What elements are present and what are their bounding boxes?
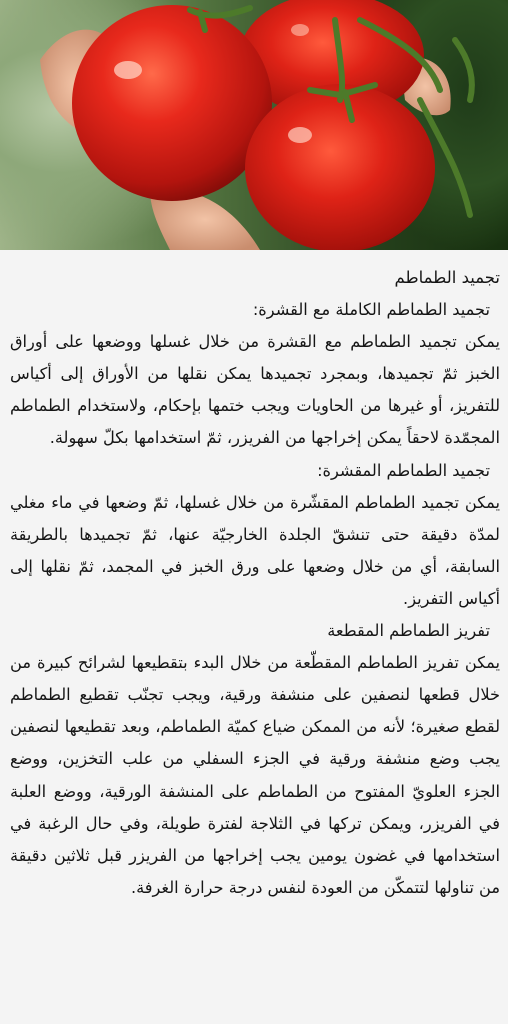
article bbox=[0, 250, 508, 904]
section-heading-whole: تجميد الطماطم الكاملة مع القشرة: bbox=[252, 300, 490, 320]
section-heading-sliced: تفريز الطماطم المقطعة bbox=[327, 621, 490, 641]
section-body-sliced: يمكن تفريز الطماطم المقطّعة من خلال البدء بتقطيعها لشرائح كبيرة من خلال قطعها لنصفين على منشفة ورقية، ويجب تجنّب تقطيع الطماطم لقطع صغيرة؛ لأنه من الممكن ضياع كميّة الطماطم، وبعد تقطيعها لنصفين يجب وضع منشفة ورقية في الجزء السفلي من علب التخزين، ووضع الجزء العلويّ المفتوح من الطماطم على المنشفة الورقية، ووضع العلبة في الفريزر، ويمكن تركها في الثلاجة لفترة طويلة، وفي حال الرغبة في استخدامها في غضون يومين يجب إخراجها من الفريزر قبل ثلاثين دقيقة من تناولها لتتمكّن من العودة لنفس درجة حرارة الغرفة. bbox=[10, 653, 500, 897]
section-heading-peeled: تجميد الطماطم المقشرة: bbox=[317, 460, 490, 480]
tomatoes-image bbox=[0, 0, 508, 250]
article-title: تجميد الطماطم bbox=[394, 268, 500, 287]
tomatoes-photo bbox=[0, 0, 508, 250]
section-body-peeled: يمكن تجميد الطماطم المقشّرة من خلال غسلها، ثمّ وضعها في ماء مغلي لمدّة دقيقة حتى تنشقّ الجلدة الخارجيّة عنها، ثمّ تجميدها بالطريقة السابقة، أي من خلال وضعها على ورق الخبز في المجمد، ثمّ نقلها إلى أكياس التفريز. bbox=[10, 492, 500, 608]
section-body-whole: يمكن تجميد الطماطم مع القشرة من خلال غسلها ووضعها على أوراق الخبز ثمّ تجميدها، وبمجرد تجميدها يمكن نقلها من الأوراق إلى أكياس للتفريز، أو غيرها من الحاويات ويجب ختمها بإحكام، ولاستخدام الطماطم المجمّدة لاحقاً يمكن إخراجها من الفريزر، ثمّ استخدامها بكلّ سهولة. bbox=[10, 332, 500, 448]
